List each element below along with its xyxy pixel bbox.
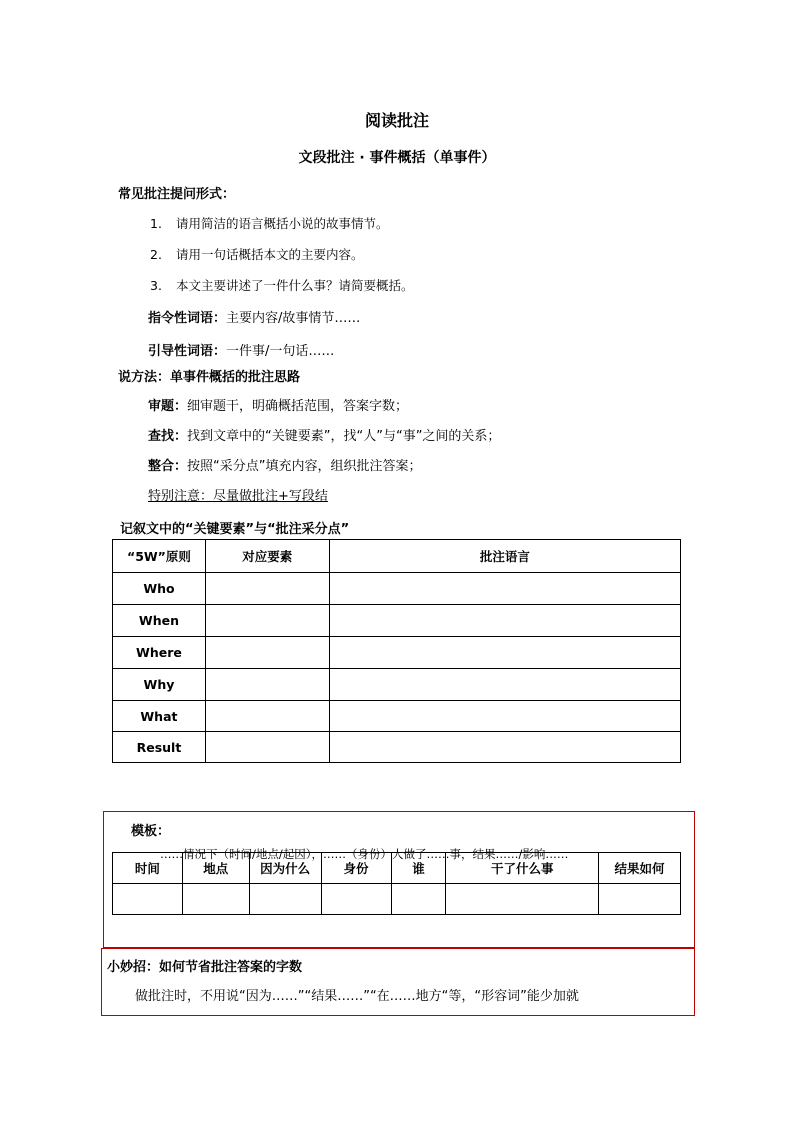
common-forms-heading: 常见批注提问形式：	[118, 187, 236, 202]
table-row	[113, 637, 681, 669]
header-identity: 身份	[321, 853, 391, 884]
annotation-cell[interactable]	[329, 605, 680, 637]
page-subtitle: 文段批注 · 事件概括（单事件）	[298, 150, 496, 166]
element-cell[interactable]	[205, 573, 329, 605]
header-place: 地点	[182, 853, 249, 884]
row-label: Where	[113, 637, 206, 669]
fill-cell[interactable]	[446, 884, 599, 915]
step-text: 找到文章中的“关键要素”，找“人”与“事”之间的关系；	[187, 429, 501, 444]
annotation-cell[interactable]	[329, 701, 680, 732]
fill-cell[interactable]	[599, 884, 681, 915]
key-elements-heading: 记叙文中的“关键要素”与“批注采分点”	[120, 522, 350, 537]
tip-heading: 小妙招：如何节省批注答案的字数	[107, 960, 303, 975]
question-text: 请用一句话概括本文的主要内容。	[176, 247, 364, 262]
key-elements-table	[112, 539, 681, 763]
fill-cell[interactable]	[391, 884, 446, 915]
tip-text: 做批注时，不用说“因为……”“结果……”“在……地方“等，“形容词”能少加就	[135, 989, 579, 1004]
step-label: 整合：	[148, 459, 188, 474]
row-label: Why	[113, 669, 206, 701]
element-cell[interactable]	[205, 637, 329, 669]
table-row	[113, 732, 681, 763]
header-who: 谁	[391, 853, 446, 884]
column-header-annotation: 批注语言	[329, 540, 680, 573]
question-number: 3.	[150, 278, 162, 293]
question-number: 1.	[150, 216, 162, 231]
header-reason: 因为什么	[249, 853, 321, 884]
question-text: 本文主要讲述了一件什么事？请简要概括。	[176, 278, 414, 293]
column-header-5w: “5W”原则	[113, 540, 206, 573]
page-title: 阅读批注	[364, 111, 429, 130]
question-text: 请用简洁的语言概括小说的故事情节。	[176, 216, 389, 231]
step-label: 审题：	[148, 399, 188, 414]
fill-cell[interactable]	[182, 884, 249, 915]
annotation-cell[interactable]	[329, 573, 680, 605]
table-row	[113, 573, 681, 605]
method-step	[148, 425, 500, 444]
guide-label: 引导性词语：	[148, 344, 227, 359]
table-row	[113, 669, 681, 701]
directive-words-line	[148, 307, 360, 326]
element-cell[interactable]	[205, 732, 329, 763]
row-label: When	[113, 605, 206, 637]
header-time: 时间	[113, 853, 183, 884]
template-heading: 模板：	[131, 824, 171, 839]
column-header-element: 对应要素	[205, 540, 329, 573]
template-fill-row	[113, 884, 681, 915]
directive-text: 主要内容/故事情节……	[226, 311, 361, 326]
question-number: 2.	[150, 247, 162, 262]
element-cell[interactable]	[205, 605, 329, 637]
annotation-cell[interactable]	[329, 732, 680, 763]
guide-text: 一件事/一句话……	[226, 344, 335, 359]
table-row	[113, 701, 681, 732]
annotation-cell[interactable]	[329, 669, 680, 701]
question-item	[150, 245, 364, 263]
fill-cell[interactable]	[249, 884, 321, 915]
row-label: What	[113, 701, 206, 732]
fill-cell[interactable]	[113, 884, 183, 915]
question-item	[150, 276, 414, 294]
annotation-cell[interactable]	[329, 637, 680, 669]
header-result: 结果如何	[599, 853, 681, 884]
table-row	[113, 605, 681, 637]
step-text: 细审题干，明确概括范围，答案字数；	[187, 399, 409, 414]
method-step	[148, 455, 422, 474]
table-header-row	[113, 540, 681, 573]
directive-label: 指令性词语：	[148, 311, 227, 326]
method-step	[148, 395, 408, 414]
step-text: 按照“采分点”填充内容，组织批注答案；	[187, 459, 422, 474]
header-what: 干了什么事	[446, 853, 599, 884]
element-cell[interactable]	[205, 701, 329, 732]
step-label: 查找：	[148, 429, 188, 444]
guide-words-line	[148, 340, 334, 359]
question-item	[150, 214, 389, 232]
row-label: Result	[113, 732, 206, 763]
fill-cell[interactable]	[321, 884, 391, 915]
special-note: 特别注意：尽量做批注+写段结	[148, 489, 328, 504]
element-cell[interactable]	[205, 669, 329, 701]
template-sentence: ……情况下（时间/地点/起因），……（身份）人做了……事，结果……/影响……	[160, 847, 569, 861]
method-heading: 说方法：单事件概括的批注思路	[118, 370, 301, 385]
row-label: Who	[113, 573, 206, 605]
